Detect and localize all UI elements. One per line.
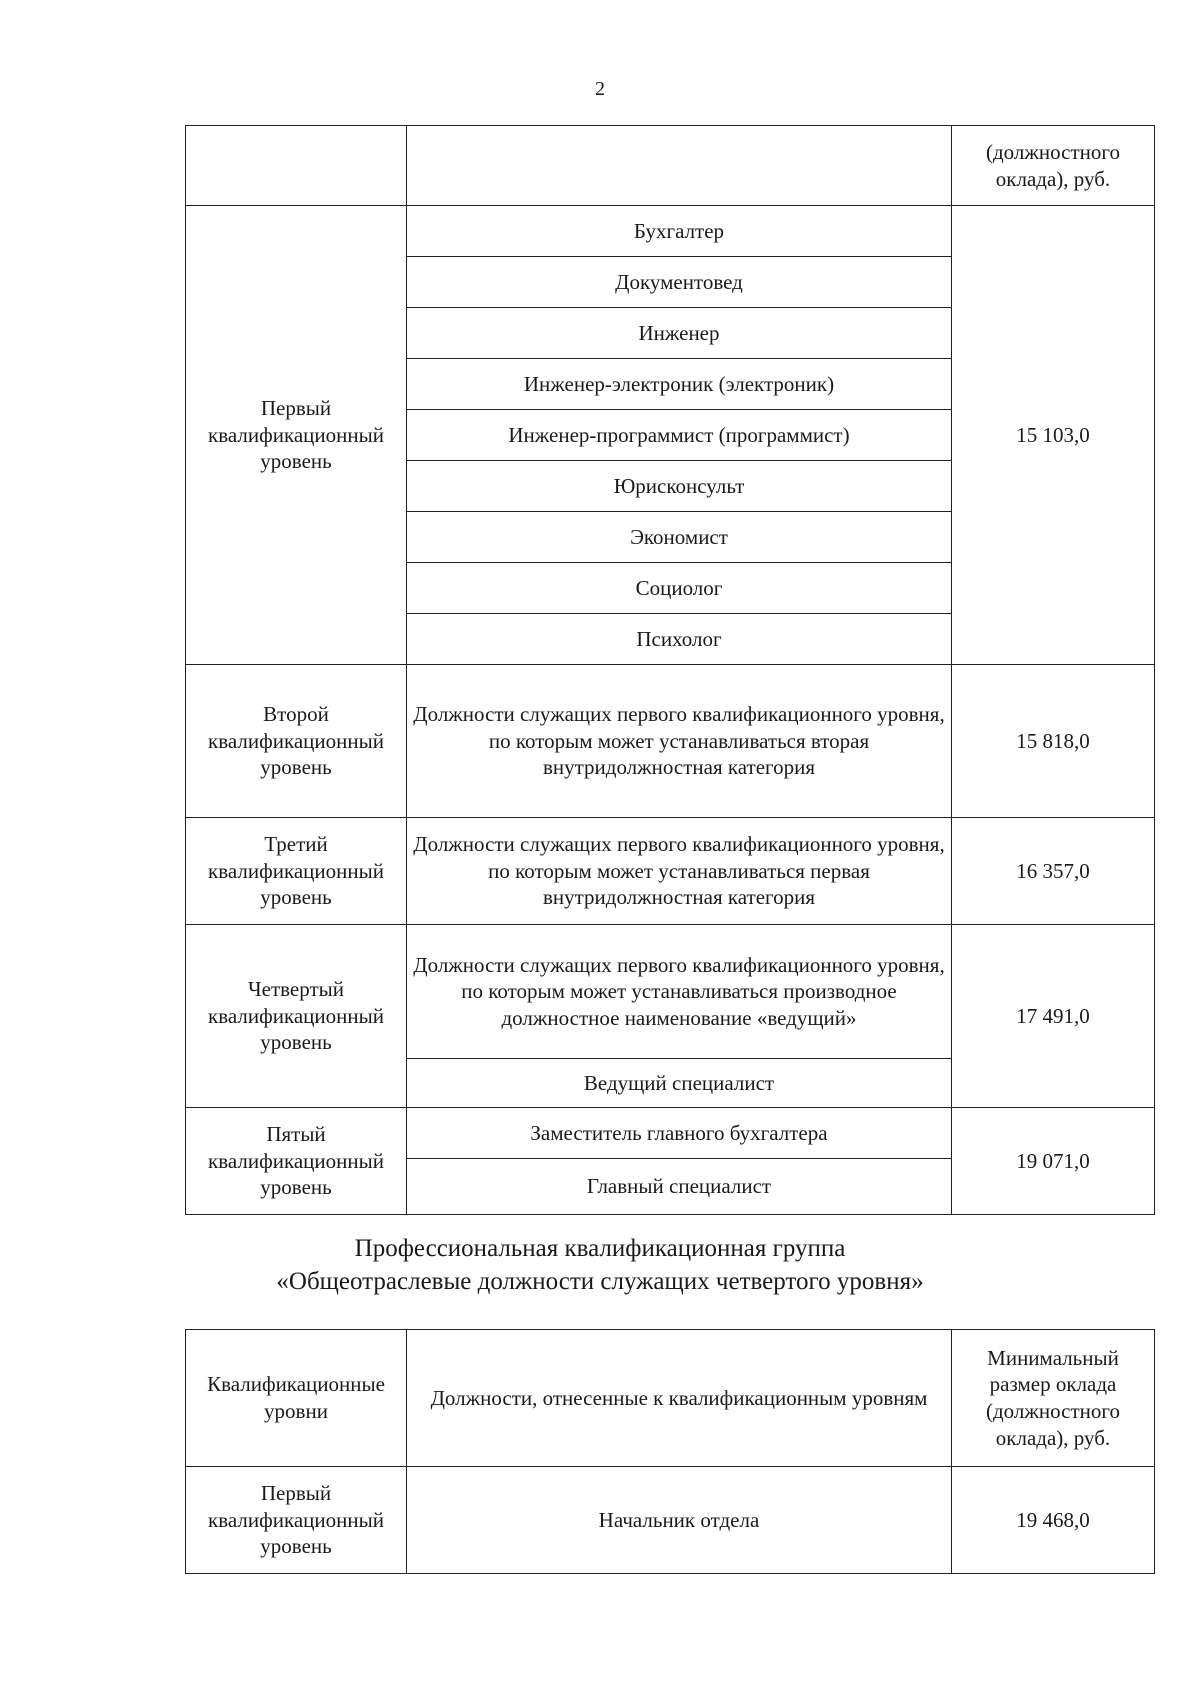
- position-cell: Психолог: [407, 614, 952, 665]
- level-cell: Второй квалификационный уровень: [186, 665, 407, 818]
- table-row: [186, 925, 1155, 1059]
- position-cell: Главный специалист: [407, 1159, 952, 1215]
- salary-cell: 15 103,0: [952, 206, 1155, 665]
- group-title: [0, 1233, 1200, 1298]
- level-cell: Четвертый квалификационный уровень: [186, 925, 407, 1108]
- table-row: [186, 206, 1155, 257]
- level-cell: Третий квалификационный уровень: [186, 818, 407, 925]
- salary-cell: 15 818,0: [952, 665, 1155, 818]
- salary-cell: 16 357,0: [952, 818, 1155, 925]
- position-cell: Начальник отдела: [407, 1467, 952, 1574]
- position-cell: Социолог: [407, 563, 952, 614]
- header-level-cell: [186, 126, 407, 206]
- table-row: [186, 665, 1155, 818]
- salary-table-fourth-level: [185, 1329, 1155, 1574]
- position-cell: Экономист: [407, 512, 952, 563]
- header-positions-cell: Должности, отнесенные к квалификационным уровням: [407, 1330, 952, 1467]
- level-cell: Первый квалификационный уровень: [186, 1467, 407, 1574]
- page-number: 2: [595, 78, 605, 100]
- position-cell: Должности служащих первого квалификационного уровня, по которым может устанавливаться вторая внутридолжностная категория: [407, 665, 952, 818]
- group-title-line-2: «Общеотраслевые должности служащих четвертого уровня»: [276, 1267, 924, 1295]
- position-cell: Должности служащих первого квалификационного уровня, по которым может устанавливаться производное должностное наименование «ведущий»: [407, 925, 952, 1059]
- header-level-cell: Квалификационные уровни: [186, 1330, 407, 1467]
- salary-cell: 19 071,0: [952, 1108, 1155, 1215]
- header-salary-cell: Минимальный размер оклада (должностного оклада), руб.: [952, 1330, 1155, 1467]
- header-salary-cell: (должностного оклада), руб.: [952, 126, 1155, 206]
- table-header-row: [186, 126, 1155, 206]
- table-header-row: [186, 1330, 1155, 1467]
- table-row: [186, 1467, 1155, 1574]
- level-cell: Пятый квалификационный уровень: [186, 1108, 407, 1215]
- position-cell: Инженер-программист (программист): [407, 410, 952, 461]
- position-cell: Должности служащих первого квалификационного уровня, по которым может устанавливаться первая внутридолжностная категория: [407, 818, 952, 925]
- group-title-line-1: Профессиональная квалификационная группа: [354, 1235, 846, 1262]
- salary-cell: 19 468,0: [952, 1467, 1155, 1574]
- position-cell: Инженер-электроник (электроник): [407, 359, 952, 410]
- header-positions-cell: [407, 126, 952, 206]
- table-row: [186, 818, 1155, 925]
- position-cell: Инженер: [407, 308, 952, 359]
- position-cell: Документовед: [407, 257, 952, 308]
- position-cell: Бухгалтер: [407, 206, 952, 257]
- salary-cell: 17 491,0: [952, 925, 1155, 1108]
- table-row: [186, 1108, 1155, 1159]
- position-cell: Ведущий специалист: [407, 1059, 952, 1108]
- level-cell: Первый квалификационный уровень: [186, 206, 407, 665]
- position-cell: Юрисконсульт: [407, 461, 952, 512]
- salary-table-continued: [185, 125, 1155, 1215]
- position-cell: Заместитель главного бухгалтера: [407, 1108, 952, 1159]
